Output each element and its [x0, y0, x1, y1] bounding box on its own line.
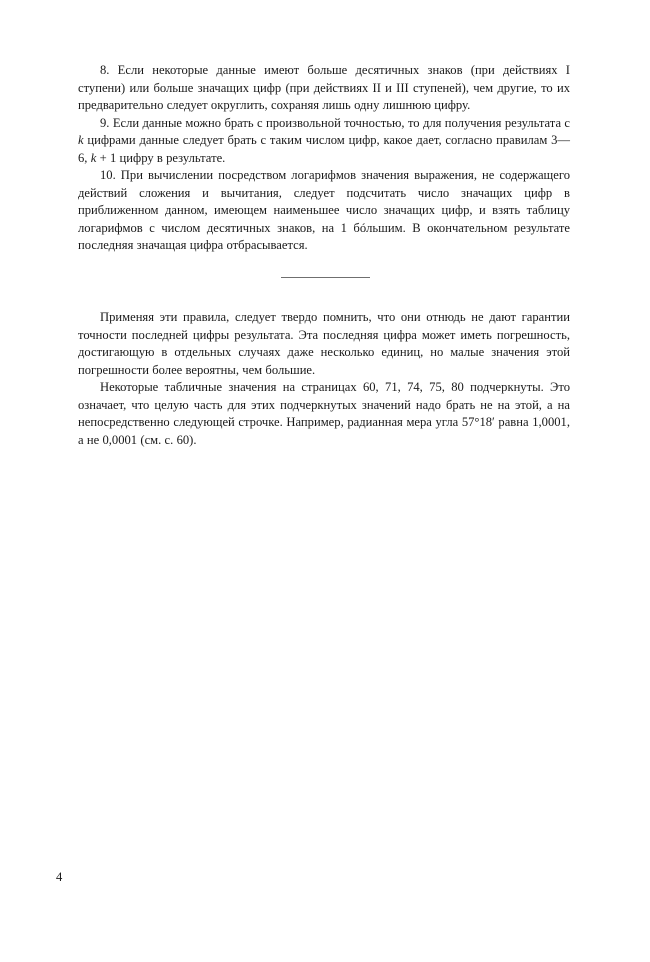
- paragraph-note-2: Некоторые табличные значения на страницах 60, 71, 74, 75, 80 подчеркнуты. Это означает, что целую часть для этих подчеркнутых значений надо брать не на этой, а на непосредственно следующей строчке. Например, радианная мера угла 57°18′ равна 1,0001, а не 0,0001 (см. с. 60).: [78, 380, 570, 447]
- paragraph-note-1: Применяя эти правила, следует твердо помнить, что они отнюдь не дают гарантии точности последней цифры результата. Эта последняя цифра может иметь погрешность, достигающую в отдельных случаях даже несколько единиц, но малые значения этой погрешности более вероятны, чем большие.: [78, 310, 570, 377]
- rule-9-text-part-1: 9. Если данные можно брать с произвольной точностью, то для получения результата с: [100, 115, 570, 130]
- rule-9-variable-k-first: k: [78, 133, 84, 147]
- paragraph-rule-8: 8. Если некоторые данные имеют больше десятичных знаков (при действиях I ступени) или больше значащих цифр (при действиях II и III ступеней), чем другие, то их предварительно следует округлить, сохраняя лишь одну лишнюю цифру.: [78, 63, 570, 112]
- rule-9-variable-k-second: k: [90, 150, 97, 165]
- rule-9-text-part-2: цифрами данные следует брать с таким числом цифр, какое дает, согласно правилам 3—6,: [78, 133, 570, 165]
- page-number: 4: [56, 870, 63, 884]
- paragraph-rule-10: 10. При вычислении посредством логарифмов значения выражения, не содержащего действий сложения и вычитания, следует подсчитать число значащих цифр в приближенном данном, имеющем наименьшее число значащих цифр, и взять таблицу логарифмов с числом десятичных знаков, на 1 бóльшим. В окончательном результате последняя значащая цифра отбрасывается.: [78, 168, 570, 252]
- section-divider-wrapper: [0, 277, 650, 278]
- closing-notes-block: [78, 309, 570, 449]
- numbered-rules-block: [78, 62, 570, 255]
- rule-9-text-part-3: + 1 цифру в результате.: [96, 150, 226, 165]
- section-divider: [281, 277, 370, 278]
- paragraph-rule-9: [78, 115, 570, 168]
